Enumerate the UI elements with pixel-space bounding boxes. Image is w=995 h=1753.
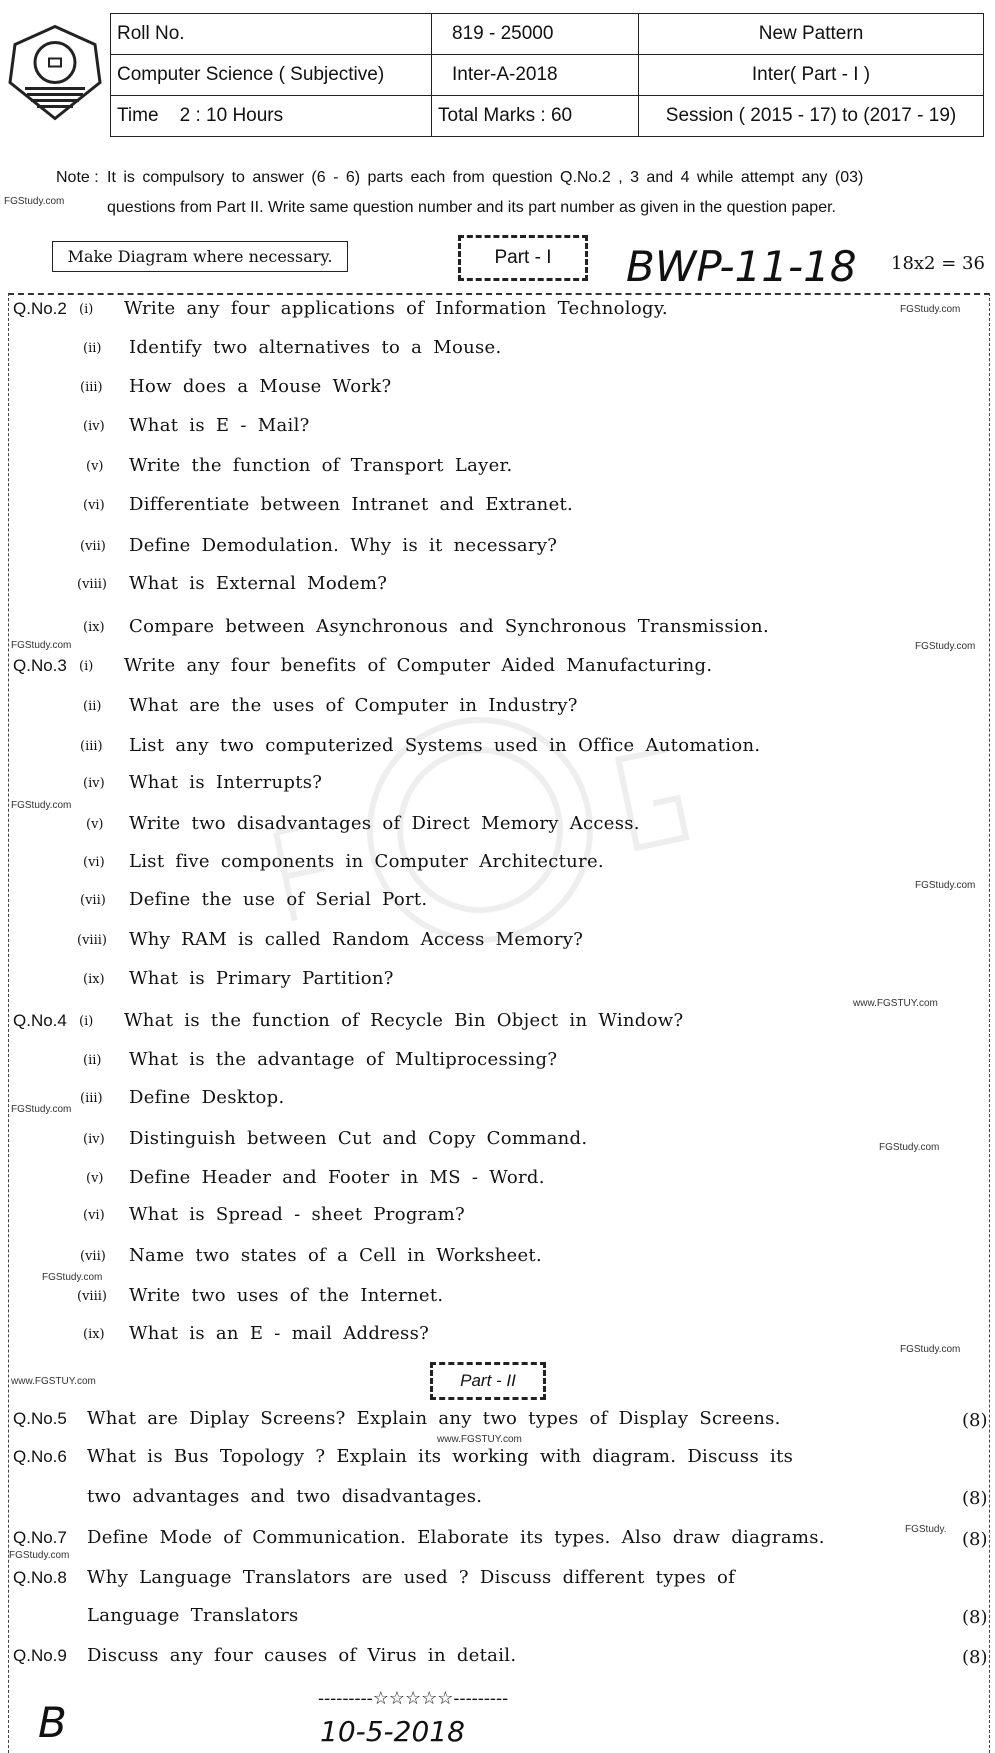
handwritten-date: 10-5-2018 xyxy=(320,1715,465,1748)
part-number: (iv) xyxy=(83,419,105,434)
question-part-text: Identify two alternatives to a Mouse. xyxy=(129,337,502,358)
part-number: (iv) xyxy=(83,776,105,791)
question-part-text: Define Desktop. xyxy=(129,1087,285,1108)
long-question-text: Discuss any four causes of Virus in detail. xyxy=(87,1645,517,1666)
watermark-text: FGStudy.com xyxy=(11,640,72,651)
part-1-marks: 18x2 = 36 xyxy=(891,253,985,274)
part-number: (i) xyxy=(79,1014,94,1029)
question-part-text: Define Demodulation. Why is it necessary? xyxy=(129,535,558,556)
part-number: (v) xyxy=(86,817,104,832)
long-question-label: Q.No.8 xyxy=(13,1568,67,1587)
instruction-box: Make Diagram where necessary. xyxy=(52,241,348,272)
watermark-text: FGStudy. xyxy=(905,1524,947,1535)
roll-no-label: Roll No. xyxy=(111,14,432,55)
exam: Inter-A-2018 xyxy=(432,55,639,96)
long-question-text: What are Diplay Screens? Explain any two types of Display Screens. xyxy=(87,1408,781,1429)
subject: Computer Science ( Subjective) xyxy=(111,55,432,96)
part-number: (ix) xyxy=(83,972,105,987)
total-marks: Total Marks : 60 xyxy=(432,96,639,137)
part-number: (iii) xyxy=(80,380,103,395)
note-line-1: It is compulsory to answer (6 - 6) parts each from question Q.No.2 , 3 and 4 while attempt any (03) xyxy=(107,169,864,186)
part: Inter( Part - I ) xyxy=(639,55,984,96)
time: Time 2 : 10 Hours xyxy=(111,96,432,137)
question-label: Q.No.2 xyxy=(13,299,67,318)
watermark-text: FGStudy.com xyxy=(879,1142,940,1153)
part-number: (ix) xyxy=(83,620,105,635)
question-part-text: Compare between Asynchronous and Synchronous Transmission. xyxy=(129,616,769,637)
board-seal-logo xyxy=(5,22,105,123)
question-marks: (8) xyxy=(962,1488,988,1509)
watermark-text: FGStudy.com xyxy=(4,196,65,207)
question-part-text: What is Spread - sheet Program? xyxy=(129,1204,465,1225)
watermark-text: FGStudy.com xyxy=(900,304,961,315)
watermark-text: www.FGSTUY.com xyxy=(853,998,938,1009)
part-number: (v) xyxy=(86,1171,104,1186)
watermark-text: FGStudy.com xyxy=(915,880,976,891)
note-line-2: questions from Part II. Write same question number and its part number as given in the question paper. xyxy=(107,199,836,216)
long-question-label: Q.No.9 xyxy=(13,1646,67,1665)
part-number: (viii) xyxy=(77,1289,107,1304)
question-part-text: Define the use of Serial Port. xyxy=(129,889,428,910)
pattern: New Pattern xyxy=(639,14,984,55)
long-question-text: Language Translators xyxy=(87,1605,299,1626)
part-number: (i) xyxy=(79,659,94,674)
question-part-text: What is E - Mail? xyxy=(129,415,310,436)
question-part-text: Write two disadvantages of Direct Memory Access. xyxy=(129,813,640,834)
part-number: (ii) xyxy=(83,341,102,356)
handwritten-code: BWP-11-18 xyxy=(626,242,857,291)
question-part-text: What is the advantage of Multiprocessing? xyxy=(129,1049,558,1070)
paper-code xyxy=(432,14,639,55)
question-marks: (8) xyxy=(962,1647,988,1668)
divider xyxy=(8,293,990,295)
part-number: (vii) xyxy=(80,893,106,908)
long-question-text: two advantages and two disadvantages. xyxy=(87,1486,483,1507)
watermark-text: FGStudy.com xyxy=(915,641,976,652)
part-number: (vi) xyxy=(83,1208,105,1223)
question-part-text: List any two computerized Systems used in Office Automation. xyxy=(129,735,761,756)
question-marks: (8) xyxy=(962,1607,988,1628)
question-part-text: Name two states of a Cell in Worksheet. xyxy=(129,1245,542,1266)
long-question-label: Q.No.6 xyxy=(13,1447,67,1466)
header-table xyxy=(110,13,984,137)
long-question-text: Why Language Translators are used ? Discuss different types of xyxy=(87,1567,736,1588)
part-2-heading: Part - II xyxy=(430,1362,546,1400)
question-label: Q.No.3 xyxy=(13,656,67,675)
part-number: (vi) xyxy=(83,855,105,870)
question-part-text: Differentiate between Intranet and Extranet. xyxy=(129,494,574,515)
question-marks: (8) xyxy=(962,1529,988,1550)
part-number: (ii) xyxy=(83,1053,102,1068)
part-number: (i) xyxy=(79,302,94,317)
part-number: (iii) xyxy=(80,739,103,754)
question-part-text: Write any four applications of Information Technology. xyxy=(124,298,668,319)
question-part-text: Why RAM is called Random Access Memory? xyxy=(129,929,584,950)
part-number: (ii) xyxy=(83,699,102,714)
watermark-text: www.FGSTUY.com xyxy=(437,1434,522,1445)
watermark-text: FGStudy.com xyxy=(900,1344,961,1355)
question-part-text: Write the function of Transport Layer. xyxy=(129,455,513,476)
watermark-text: FGStudy.com xyxy=(9,1550,70,1561)
long-question-label: Q.No.5 xyxy=(13,1409,67,1428)
right-border xyxy=(989,293,990,1753)
part-number: (viii) xyxy=(77,577,107,592)
part-number: (v) xyxy=(86,459,104,474)
watermark-text: FGStudy.com xyxy=(42,1272,103,1283)
question-part-text: What are the uses of Computer in Industry? xyxy=(129,695,578,716)
note-label: Note : xyxy=(56,169,99,186)
question-part-text: Define Header and Footer in MS - Word. xyxy=(129,1167,545,1188)
long-question-text: Define Mode of Communication. Elaborate its types. Also draw diagrams. xyxy=(87,1527,825,1548)
part-number: (vii) xyxy=(80,1249,106,1264)
part-number: (iv) xyxy=(83,1132,105,1147)
question-part-text: What is Interrupts? xyxy=(129,772,323,793)
part-number: (viii) xyxy=(77,933,107,948)
question-part-text: Write any four benefits of Computer Aided Manufacturing. xyxy=(124,655,713,676)
part-number: (vi) xyxy=(83,498,105,513)
left-border xyxy=(8,293,9,1753)
question-part-text: How does a Mouse Work? xyxy=(129,376,392,397)
question-marks: (8) xyxy=(962,1410,988,1431)
question-part-text: List five components in Computer Architecture. xyxy=(129,851,604,872)
question-part-text: Write two uses of the Internet. xyxy=(129,1285,444,1306)
part-number: (vii) xyxy=(80,539,106,554)
watermark-text: FGStudy.com xyxy=(11,800,72,811)
part-1-heading: Part - I xyxy=(458,235,588,281)
paper-code-value: 819 - 25000 xyxy=(452,23,554,44)
question-part-text: What is Primary Partition? xyxy=(129,968,394,989)
question-part-text: What is External Modem? xyxy=(129,573,388,594)
session: Session ( 2015 - 17) to (2017 - 19) xyxy=(639,96,984,137)
watermark-text: FGStudy.com xyxy=(11,1104,72,1115)
watermark-text: www.FGSTUY.com xyxy=(11,1376,96,1387)
part-number: (iii) xyxy=(80,1091,103,1106)
question-part-text: What is an E - mail Address? xyxy=(129,1323,430,1344)
question-part-text: Distinguish between Cut and Copy Command. xyxy=(129,1128,588,1149)
question-label: Q.No.4 xyxy=(13,1011,67,1030)
part-number: (ix) xyxy=(83,1327,105,1342)
long-question-text: What is Bus Topology ? Explain its working with diagram. Discuss its xyxy=(87,1446,794,1467)
handwritten-initial: B xyxy=(38,1698,67,1747)
long-question-label: Q.No.7 xyxy=(13,1528,67,1547)
end-of-paper-mark: ---------☆☆☆☆☆--------- xyxy=(318,1688,509,1709)
question-part-text: What is the function of Recycle Bin Object in Window? xyxy=(124,1010,684,1031)
